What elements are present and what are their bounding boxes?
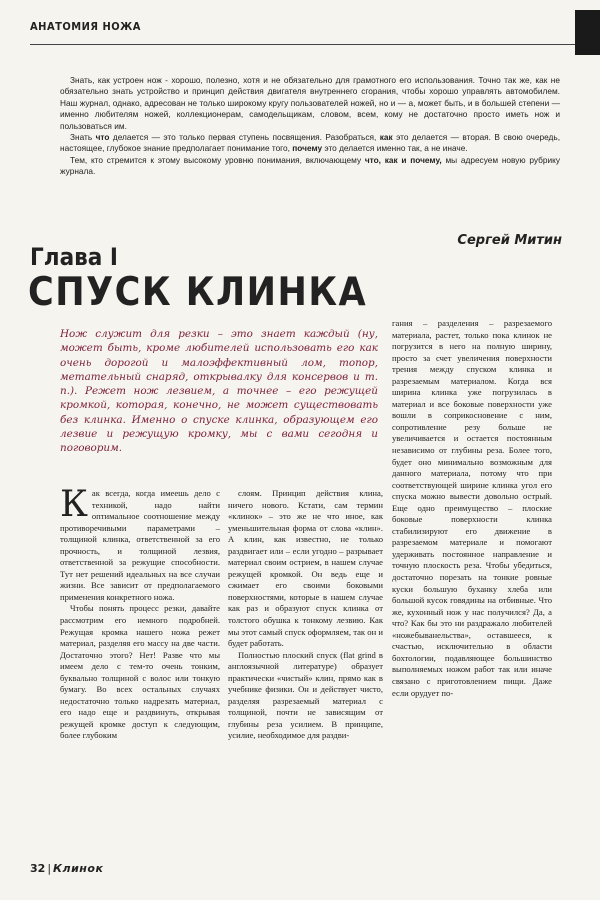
drop-cap: К <box>60 484 88 525</box>
rubric-divider <box>30 44 585 45</box>
body-paragraph: слоям. Принцип действия клина, ничего нового. Кстати, сам термин «клинок» – это же не что иное, как уменьшительная форма от слова «клин». А клин, как известно, не только раздвигает или – если угодно – разрывает материал своим острием, в нашем случае режущей кромкой. Он ведь еще и сжимает его своими боковыми поверхностями, которые в нашем случае как раз и образуют спуск клинка от толстого обушка к тонкому лезвию. Как мы этот самый спуск оформляем, так он и будет работать. <box>228 488 383 649</box>
article-author: Сергей Митин <box>457 233 562 248</box>
section-rubric: АНАТОМИЯ НОЖА <box>30 20 141 33</box>
body-paragraph: Чтобы понять процесс резки, давайте рассмотрим его немного подробней. Режущая кромка нашего ножа режет материал, разделяя его массу на две части. Достаточно этого? Нет! Разве что мы имеем дело с тем-то очень тонким, буквально толщиной с волос или тонкую бумагу. Во всех остальных случаях недостаточно только надрезать материал, его надо еще и раздвинуть, открывая режущей кромке доступ к следующим, более глубоким <box>60 603 220 741</box>
body-paragraph: Полностью плоский спуск (flat grind в англоязычной литературе) образует практически «чистый» клин, прямо как в учебнике физики. Он и действует чисто, разделяя разрезаемый материал с толщиной, почти не зависящим от глубины реза усилием. В принципе, усилие, необходимое для раздви- <box>228 649 383 741</box>
body-paragraph: Как всегда, когда имеешь дело с техникой, надо найти оптимальное соотношение между противоречивыми параметрами – толщиной клинка, ответственной за его прочность, и толщиной лезвия, ответственной за режущие способности. Тут нет решений идеальных на все случаи жизни. Все зависит от предполагаемого применения конкретного ножа. <box>60 484 220 602</box>
page-footer: 32 | Клинок <box>30 862 104 875</box>
article-headline: СПУСК КЛИНКА <box>28 270 368 315</box>
chapter-label: Глава I <box>30 243 118 271</box>
body-column-1 <box>60 484 220 742</box>
body-paragraph: гания – разделения – разрезаемого материала, растет, только пока клинок не погрузится в него на полную ширину, просто за счет увеличения поверхности трения между спуском клинка и разрезаемым материалом. Когда вся ширина клинка уже погрузилась в материал и все боковые поверхности уже вошли в соприкосновение с ним, сопротивление резу больше не увеличивается и остается постоянным независимо от глубины реза. Более того, будет оно минимально возможным для данного материала, потому что при соответствующей ширине клинка угол его спуска можно вывести довольно острый. Еще одно преимущество – плоские боковые поверхности клинка стабилизируют его движение в разрезаемом материале и помогают удерживать постоянное направление и точную плоскость реза. Чтобы убедиться, достаточно порезать на тонкие ровные куски большую буханку хлеба или большой кусок говядины на отбивные. Что же, кухонный нож у нас получился? Да, а что? Как бы это ни раздражало любителей «ножебыванельства», оставшееся, к счастью, исключительно в области бохтологии, подавляющее большинство выполняемых ножом работ так или иначе связано с приготовлением пищи. Даже если орудует по- <box>392 318 552 698</box>
body-column-2 <box>228 488 383 742</box>
magazine-logo: Клинок <box>53 862 104 875</box>
intro-paragraph: Знать, как устроен нож - хорошо, полезно, хотя и не обязательно для грамотного его использования. Точно так же, как не обязательно знать устройство и принцип действия двигателя внутреннего сгорания, чтобы хорошо управлять автомобилем. Наш журнал, однако, адресован не только широкому кругу пользователей ножей, но и — а, может быть, и в большей степени — именно любителям ножей, коллекционерам, самодельщикам, словом, всем, кому не достаточно просто иметь нож и пользоваться им. <box>60 75 560 131</box>
body-column-3 <box>392 318 552 699</box>
intro-paragraph: Тем, кто стремится к этому высокому уровню понимания, включающему что, как и почему, мы адресуем новую рубрику журнала. <box>60 154 560 177</box>
page-number: 32 <box>30 862 46 875</box>
page-edge-tab <box>575 10 600 55</box>
intro-paragraph: Знать что делается — это только первая ступень посвящения. Разобраться, как это делается — вторая. В свою очередь, настоящее, глубокое знание предполагает понимание того, почему это делается именно так, а не иначе. <box>60 132 561 154</box>
intro-text <box>60 75 560 178</box>
lead-paragraph: Нож служит для резки – это знает каждый (ну, может быть, кроме любителей использовать его как очень дорогой и малоэффективный лом, топор, метательный снаряд, открывалку для консервов и т. п.). Режет нож лезвием, а точнее – его режущей кромкой, которая, конечно, не может существовать без клинка. Именно о спуске клинка, образующем его лезвие и режущую кромку, мы с вами сегодня и поговорим. <box>60 328 378 455</box>
